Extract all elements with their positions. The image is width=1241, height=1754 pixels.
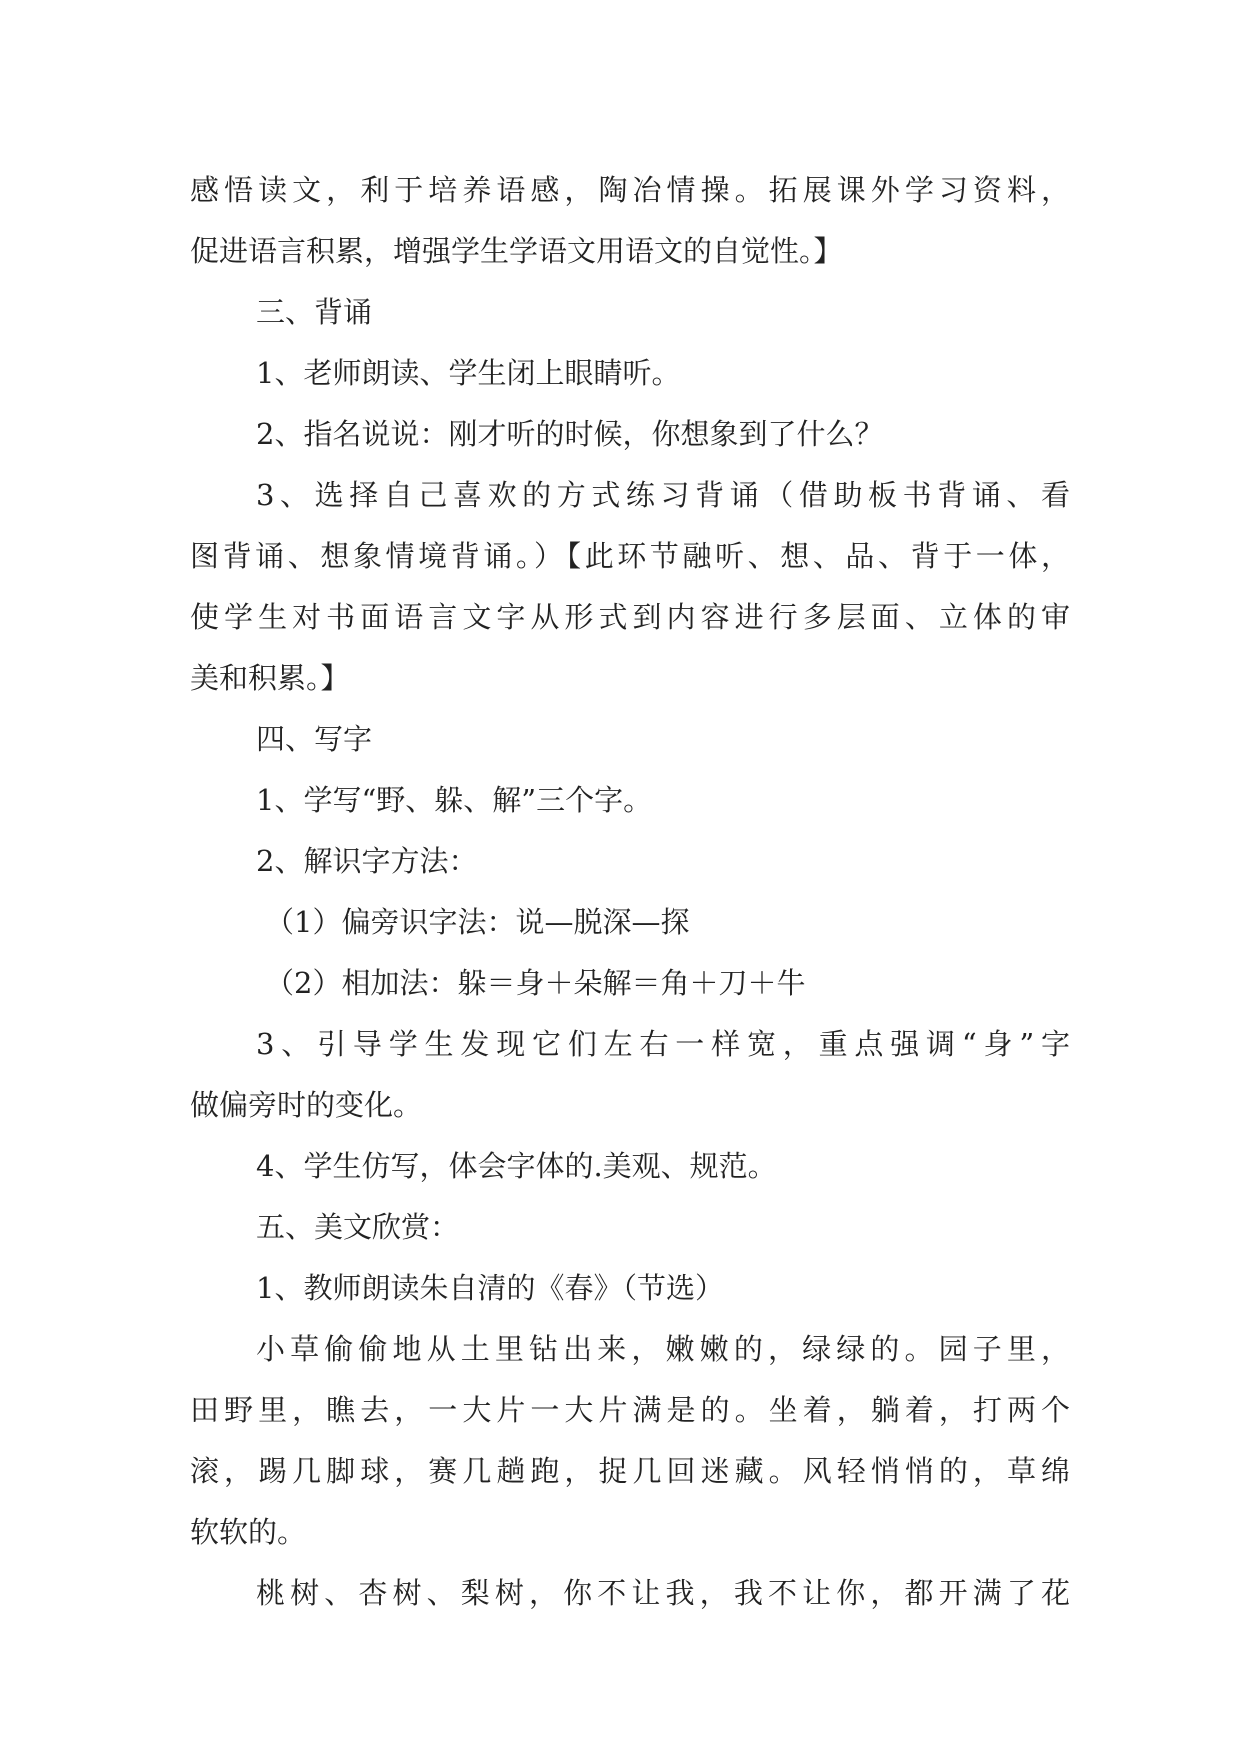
- list-item: 4、学生仿写，体会字体的.美观、规范。: [256, 1149, 777, 1183]
- paragraph-line: 美和积累。】: [190, 661, 350, 695]
- body-text: [190, 160, 1070, 1624]
- paragraph-line: 软软的。: [190, 1515, 307, 1549]
- list-item: 2、指名说说：刚才听的时候，你想象到了什么？: [256, 417, 884, 451]
- sub-list-item: （2）相加法：躲＝身＋朵解＝角＋刀＋牛: [265, 966, 806, 1000]
- sub-list-item: （1）偏旁识字法：说—脱深—探: [265, 905, 690, 939]
- list-item: 1、老师朗读、学生闭上眼睛听。: [256, 356, 681, 390]
- list-item: 2、解识字方法：: [256, 844, 478, 878]
- paragraph-line: 做偏旁时的变化。: [190, 1088, 423, 1122]
- paragraph-line: 田野里，瞧去，一大片一大片满是的。坐着，躺着，打两个: [190, 1393, 1070, 1427]
- list-item: 3、引导学生发现它们左右一样宽，重点强调“身”字: [256, 1027, 1070, 1061]
- list-item: 1、教师朗读朱自清的《春》（节选）: [256, 1271, 724, 1305]
- section-heading: 四、写字: [256, 722, 373, 756]
- list-item: 1、学写“野、躲、解”三个字。: [256, 783, 653, 817]
- paragraph-line: 图背诵、想象情境背诵。）【此环节融听、想、品、背于一体，: [190, 539, 1070, 573]
- section-heading: 三、背诵: [256, 295, 373, 329]
- paragraph-line: 感悟读文，利于培养语感，陶冶情操。拓展课外学习资料，: [190, 173, 1070, 207]
- paragraph-line: 促进语言积累，增强学生学语文用语文的自觉性。】: [190, 234, 843, 268]
- paragraph-line: 滚，踢几脚球，赛几趟跑，捉几回迷藏。风轻悄悄的，草绵: [190, 1454, 1070, 1488]
- paragraph-line: 使学生对书面语言文字从形式到内容进行多层面、立体的审: [190, 600, 1070, 634]
- list-item: 3、选择自己喜欢的方式练习背诵（借助板书背诵、看: [256, 478, 1070, 512]
- paragraph-line: 桃树、杏树、梨树，你不让我，我不让你，都开满了花: [256, 1576, 1070, 1610]
- section-heading: 五、美文欣赏：: [256, 1210, 460, 1244]
- paragraph-line: 小草偷偷地从土里钻出来，嫩嫩的，绿绿的。园子里，: [256, 1332, 1070, 1366]
